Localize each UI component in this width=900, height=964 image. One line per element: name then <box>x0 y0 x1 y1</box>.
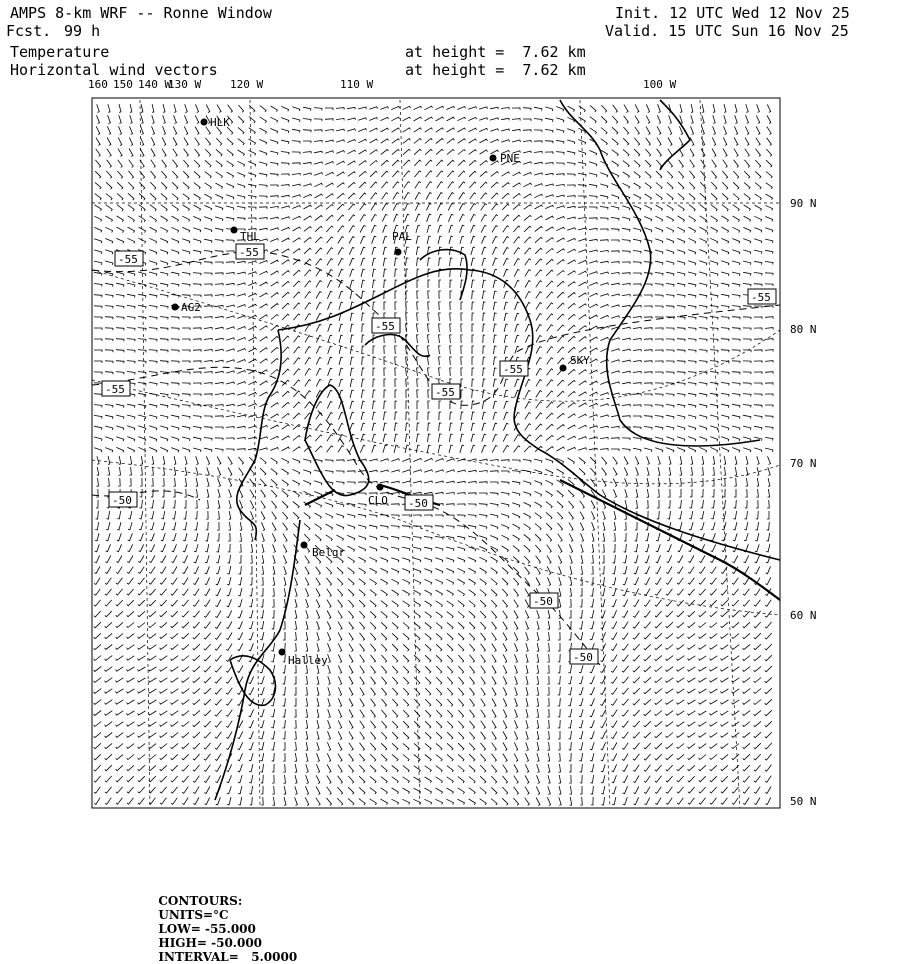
longitude-label: 160 <box>88 78 108 91</box>
latitude-labels <box>790 197 817 808</box>
contour-label-value: -50 <box>573 651 593 664</box>
contour-label-value: -50 <box>533 595 553 608</box>
longitude-label: 100 W <box>643 78 677 91</box>
longitude-label: 130 W <box>168 78 202 91</box>
station-dot <box>201 119 208 126</box>
wind-height: at height = 7.62 km <box>405 61 586 79</box>
field-temperature: Temperature <box>10 43 110 61</box>
longitude-label: 150 <box>113 78 133 91</box>
contour-label-value: -50 <box>112 494 132 507</box>
contour-units: UNITS=°C <box>158 908 229 922</box>
longitude-label: 120 W <box>230 78 264 91</box>
longitude-label: 140 W <box>138 78 172 91</box>
longitude-labels <box>88 78 676 91</box>
forecast-label: Fcst. <box>6 22 52 40</box>
field-wind-vectors: Horizontal wind vectors <box>10 61 218 79</box>
wind-vector-field <box>94 104 774 805</box>
contour-interval: INTERVAL= 5.0000 <box>158 950 298 964</box>
station-dot <box>301 542 308 549</box>
contour-label-value: -55 <box>118 253 138 266</box>
contour-label-value: -55 <box>239 246 259 259</box>
station-label: HLK <box>210 116 230 129</box>
station-label: PAL <box>392 230 412 243</box>
station-label: AG2 <box>181 301 201 314</box>
longitude-label: 110 W <box>340 78 374 91</box>
station-dot <box>279 649 286 656</box>
map-title: AMPS 8-km WRF -- Ronne Window <box>10 4 272 22</box>
contour-label-value: -55 <box>105 383 125 396</box>
valid-time: Valid. 15 UTC Sun 16 Nov 25 <box>605 22 849 40</box>
contour-label-value: -55 <box>435 386 455 399</box>
temperature-height: at height = 7.62 km <box>405 43 586 61</box>
contour-label-value: -50 <box>408 497 428 510</box>
station-dot <box>490 155 497 162</box>
station-label: Halley <box>288 654 328 667</box>
contour-legend <box>150 880 313 964</box>
contour-low: LOW= -55.000 <box>158 922 256 936</box>
station-dot <box>172 304 179 311</box>
map-frame <box>92 98 780 808</box>
station-label: THL <box>240 230 260 243</box>
contour-high: HIGH= -50.000 <box>158 936 263 950</box>
station-label: SKY <box>570 354 590 367</box>
station-dot <box>231 227 238 234</box>
latitude-label: 50 N <box>790 795 817 808</box>
contour-label-value: -55 <box>375 320 395 333</box>
latitude-label: 90 N <box>790 197 817 210</box>
init-time: Init. 12 UTC Wed 12 Nov 25 <box>615 4 850 22</box>
station-label: Belgr <box>312 546 346 559</box>
forecast-hour: 99 h <box>64 22 101 40</box>
contours-label: CONTOURS: <box>158 894 243 908</box>
station-dot <box>560 365 567 372</box>
contour-label-value: -55 <box>503 363 523 376</box>
station-label: CLO <box>368 494 388 507</box>
latitude-label: 70 N <box>790 457 817 470</box>
station-label: PNE <box>500 152 520 165</box>
contour-label-value: -55 <box>751 291 771 304</box>
station-dot <box>395 249 402 256</box>
latitude-label: 80 N <box>790 323 817 336</box>
station-dot <box>377 484 384 491</box>
latitude-label: 60 N <box>790 609 817 622</box>
